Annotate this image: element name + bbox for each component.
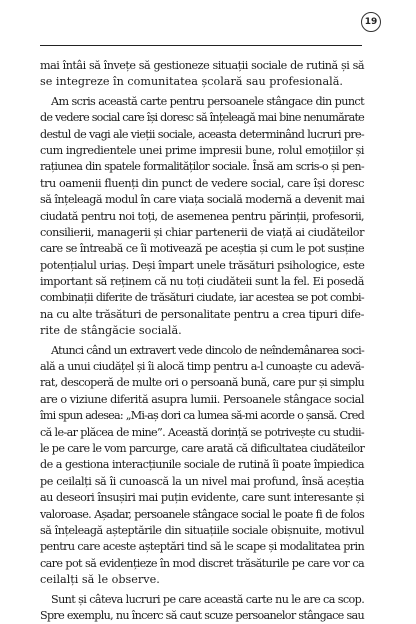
text-line: pentru care aceste așteptări tind să le scape și modalitatea prin xyxy=(40,540,365,554)
text-line: ală a unui ciudățel și îi alocă timp pentru a-l cunoaște cu adevă- xyxy=(40,360,364,374)
text-line: că le-ar plăcea de mine”. Această dorință se potrivește cu studii- xyxy=(40,425,364,439)
text-line: ciudată pentru noi toți, de asemenea pentru părinții, profesorii, xyxy=(40,209,364,223)
text-line: să înțeleagă modul în care viața socială modernă a devenit mai xyxy=(40,193,365,207)
text-line: Sunt și câteva lucruri pe care această carte nu le are ca scop. xyxy=(51,592,365,606)
text-line: cum ingredientele unei prime impresii bune, rolul emoțiilor și xyxy=(40,143,364,157)
text-line: le pe care le vom parcurge, care arată că dificultatea ciudăteilor xyxy=(40,441,365,455)
text-line: de a gestiona interacțiunile sociale de rutină îi poate împiedica xyxy=(40,458,364,472)
text-line: se integreze în comunitatea școlară sau profesională. xyxy=(40,75,343,89)
text-line: Atunci când un extravert vede dincolo de neîndemânarea soci- xyxy=(51,343,365,357)
text-line: ceilalți să le observe. xyxy=(40,573,160,587)
text-line: Am scris această carte pentru persoanele stângace din punct xyxy=(51,94,364,108)
text-line: combinații diferite de trăsături ciudate, iar acestea se pot combi- xyxy=(40,291,364,305)
text-line: rite de stângăcie socială. xyxy=(40,324,182,338)
text-line: na cu alte trăsături de personalitate pentru a crea tipuri dife- xyxy=(40,307,364,321)
text-line: de vedere social care își doresc să înțeleagă mai bine nenumărate xyxy=(40,111,364,125)
text-line: Spre exemplu, nu încerc să caut scuze persoanelor stângace sau xyxy=(40,608,364,622)
text-line: important să reținem că nu toți ciudăteii sunt la fel. Ei posedă xyxy=(40,275,364,289)
text-line: consilierii, managerii și chiar partenerii de viață ai ciudăteilor xyxy=(40,225,364,239)
text-line: valoroase. Așadar, persoanele stângace social le poate fi de folos xyxy=(40,507,364,521)
text-line: mai întâi să învețe să gestioneze situații sociale de rutină și să xyxy=(40,59,364,72)
text-line: rat, descoperă de multe ori o persoană bună, care pur și simplu xyxy=(40,376,365,390)
text-line: pe ceilalți să îi cunoască la un nivel mai profund, însă aceștia xyxy=(40,474,364,488)
text-line: potențialul uriaș. Deși împart unele trăsături psihologice, este xyxy=(40,258,365,272)
page-number: 19 xyxy=(361,12,381,32)
text-line: care pot să evidențieze în mod discret trăsăturile pe care vor ca xyxy=(40,556,364,570)
header-rule xyxy=(40,45,362,46)
text-line: care se întreabă ce îi motivează pe aceștia și cum le pot susține xyxy=(40,242,364,256)
text-line: îmi spun adesea: „Mi-aș dori ca lumea să-mi acorde o șansă. Cred xyxy=(40,409,364,423)
text-line: au deseori însușiri mai puțin evidente, care sunt interesante și xyxy=(40,491,364,505)
text-line: destul de vagi ale vieții sociale, aceasta determinând lucruri pre- xyxy=(40,127,364,141)
body-text xyxy=(40,58,364,624)
text-line: să înțeleagă așteptările din situațiile sociale obișnuite, motivul xyxy=(40,523,364,537)
text-line: are o viziune diferită asupra lumii. Persoanele stângace social xyxy=(40,392,364,406)
text-line: rațiunea din spatele formalităților sociale. Însă am scris-o și pen- xyxy=(40,160,364,174)
text-line: tru oamenii fluenți din punct de vedere social, care își doresc xyxy=(40,176,364,190)
